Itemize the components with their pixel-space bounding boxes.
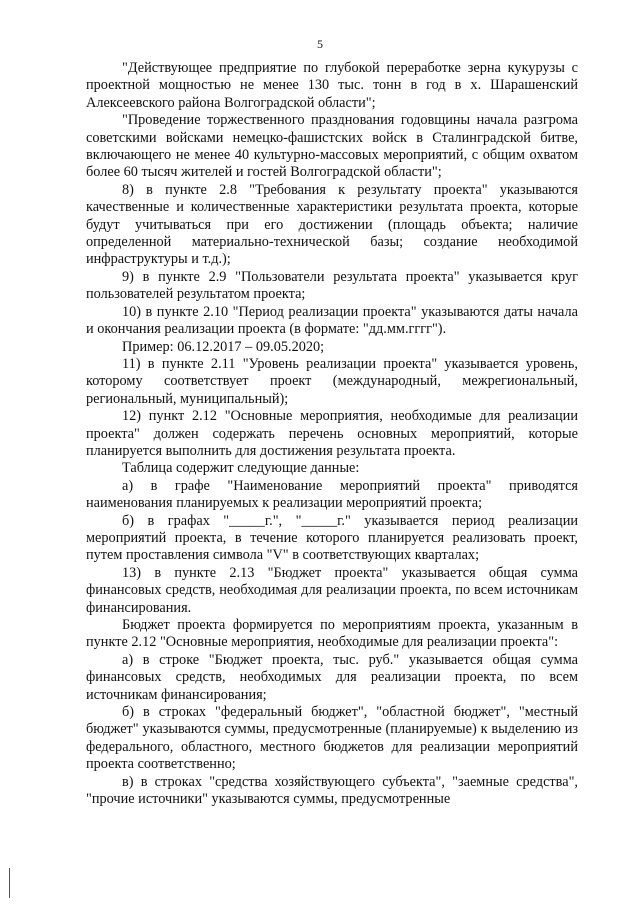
paragraph: 12) пункт 2.12 "Основные мероприятия, необходимые для реализации проекта" должен содержать перечень основных мероприятий, которые планируется выполнить для достижения результата проекта. — [86, 408, 578, 459]
paragraph: в) в строках "средства хозяйствующего субъекта", "заемные средства", "прочие источники" указываются суммы, предусмотренные — [86, 773, 578, 808]
scan-edge-mark — [9, 868, 10, 898]
paragraph: "Проведение торжественного празднования годовщины начала разгрома советскими войсками немецко-фашистских войск в Сталинградской битве, включающего не менее 40 культурно-массовых мероприятий, с общим охватом более 60 тысяч жителей и гостей Волгоградской области"; — [86, 112, 578, 181]
paragraph: Таблица содержит следующие данные: — [122, 460, 360, 477]
paragraph: 10) в пункте 2.10 "Период реализации проекта" указываются даты начала и окончания реализации проекта (в формате: "дд.мм.гггг"). — [86, 303, 578, 338]
paragraph: б) в графах "_____г.", "_____г." указывается период реализации мероприятий проекта, в течение которого планируется реализовать проект, путем проставления символа "V" в соответствующих кварталах; — [86, 512, 578, 564]
paragraph: Пример: 06.12.2017 – 09.05.2020; — [122, 338, 325, 355]
document-body — [86, 60, 578, 808]
paragraph: 8) в пункте 2.8 "Требования к результату проекта" указываются качественные и количественные характеристики результата проекта, которые будут учитываться при его достижении (площадь объекта; наличие определенной материально-технической базы; создание необходимой инфраструктуры и т.д.); — [86, 181, 578, 268]
paragraph: а) в графе "Наименование мероприятий проекта" приводятся наименования планируемых к реализации мероприятий проекта; — [86, 477, 578, 512]
paragraph: Бюджет проекта формируется по мероприятиям проекта, указанным в пункте 2.12 "Основные мероприятия, необходимые для реализации проекта": — [86, 617, 578, 651]
paragraph: 11) в пункте 2.11 "Уровень реализации проекта" указывается уровень, которому соответствует проект (международный, межрегиональный, региональный, муниципальный); — [86, 355, 578, 407]
paragraph: 13) в пункте 2.13 "Бюджет проекта" указывается общая сумма финансовых средств, необходимая для реализации проекта, по всем источникам финансирования. — [86, 564, 578, 616]
page-number: 5 — [317, 37, 323, 51]
paragraph: а) в строке "Бюджет проекта, тыс. руб." указывается общая сумма финансовых средств, необходимых для реализации проекта, по всем источникам финансирования; — [86, 651, 578, 703]
paragraph: "Действующее предприятие по глубокой переработке зерна кукурузы с проектной мощностью не менее 130 тыс. тонн в год в х. Шарашенский Алексеевского района Волгоградской области"; — [86, 60, 578, 111]
paragraph: 9) в пункте 2.9 "Пользователи результата проекта" указывается круг пользователей результатом проекта; — [86, 268, 578, 303]
paragraph: б) в строках "федеральный бюджет", "областной бюджет", "местный бюджет" указываются суммы, предусмотренные (планируемые) к выделению из федерального, областного, местного бюджетов для реализации мероприятий проекта соответственно; — [86, 704, 578, 773]
